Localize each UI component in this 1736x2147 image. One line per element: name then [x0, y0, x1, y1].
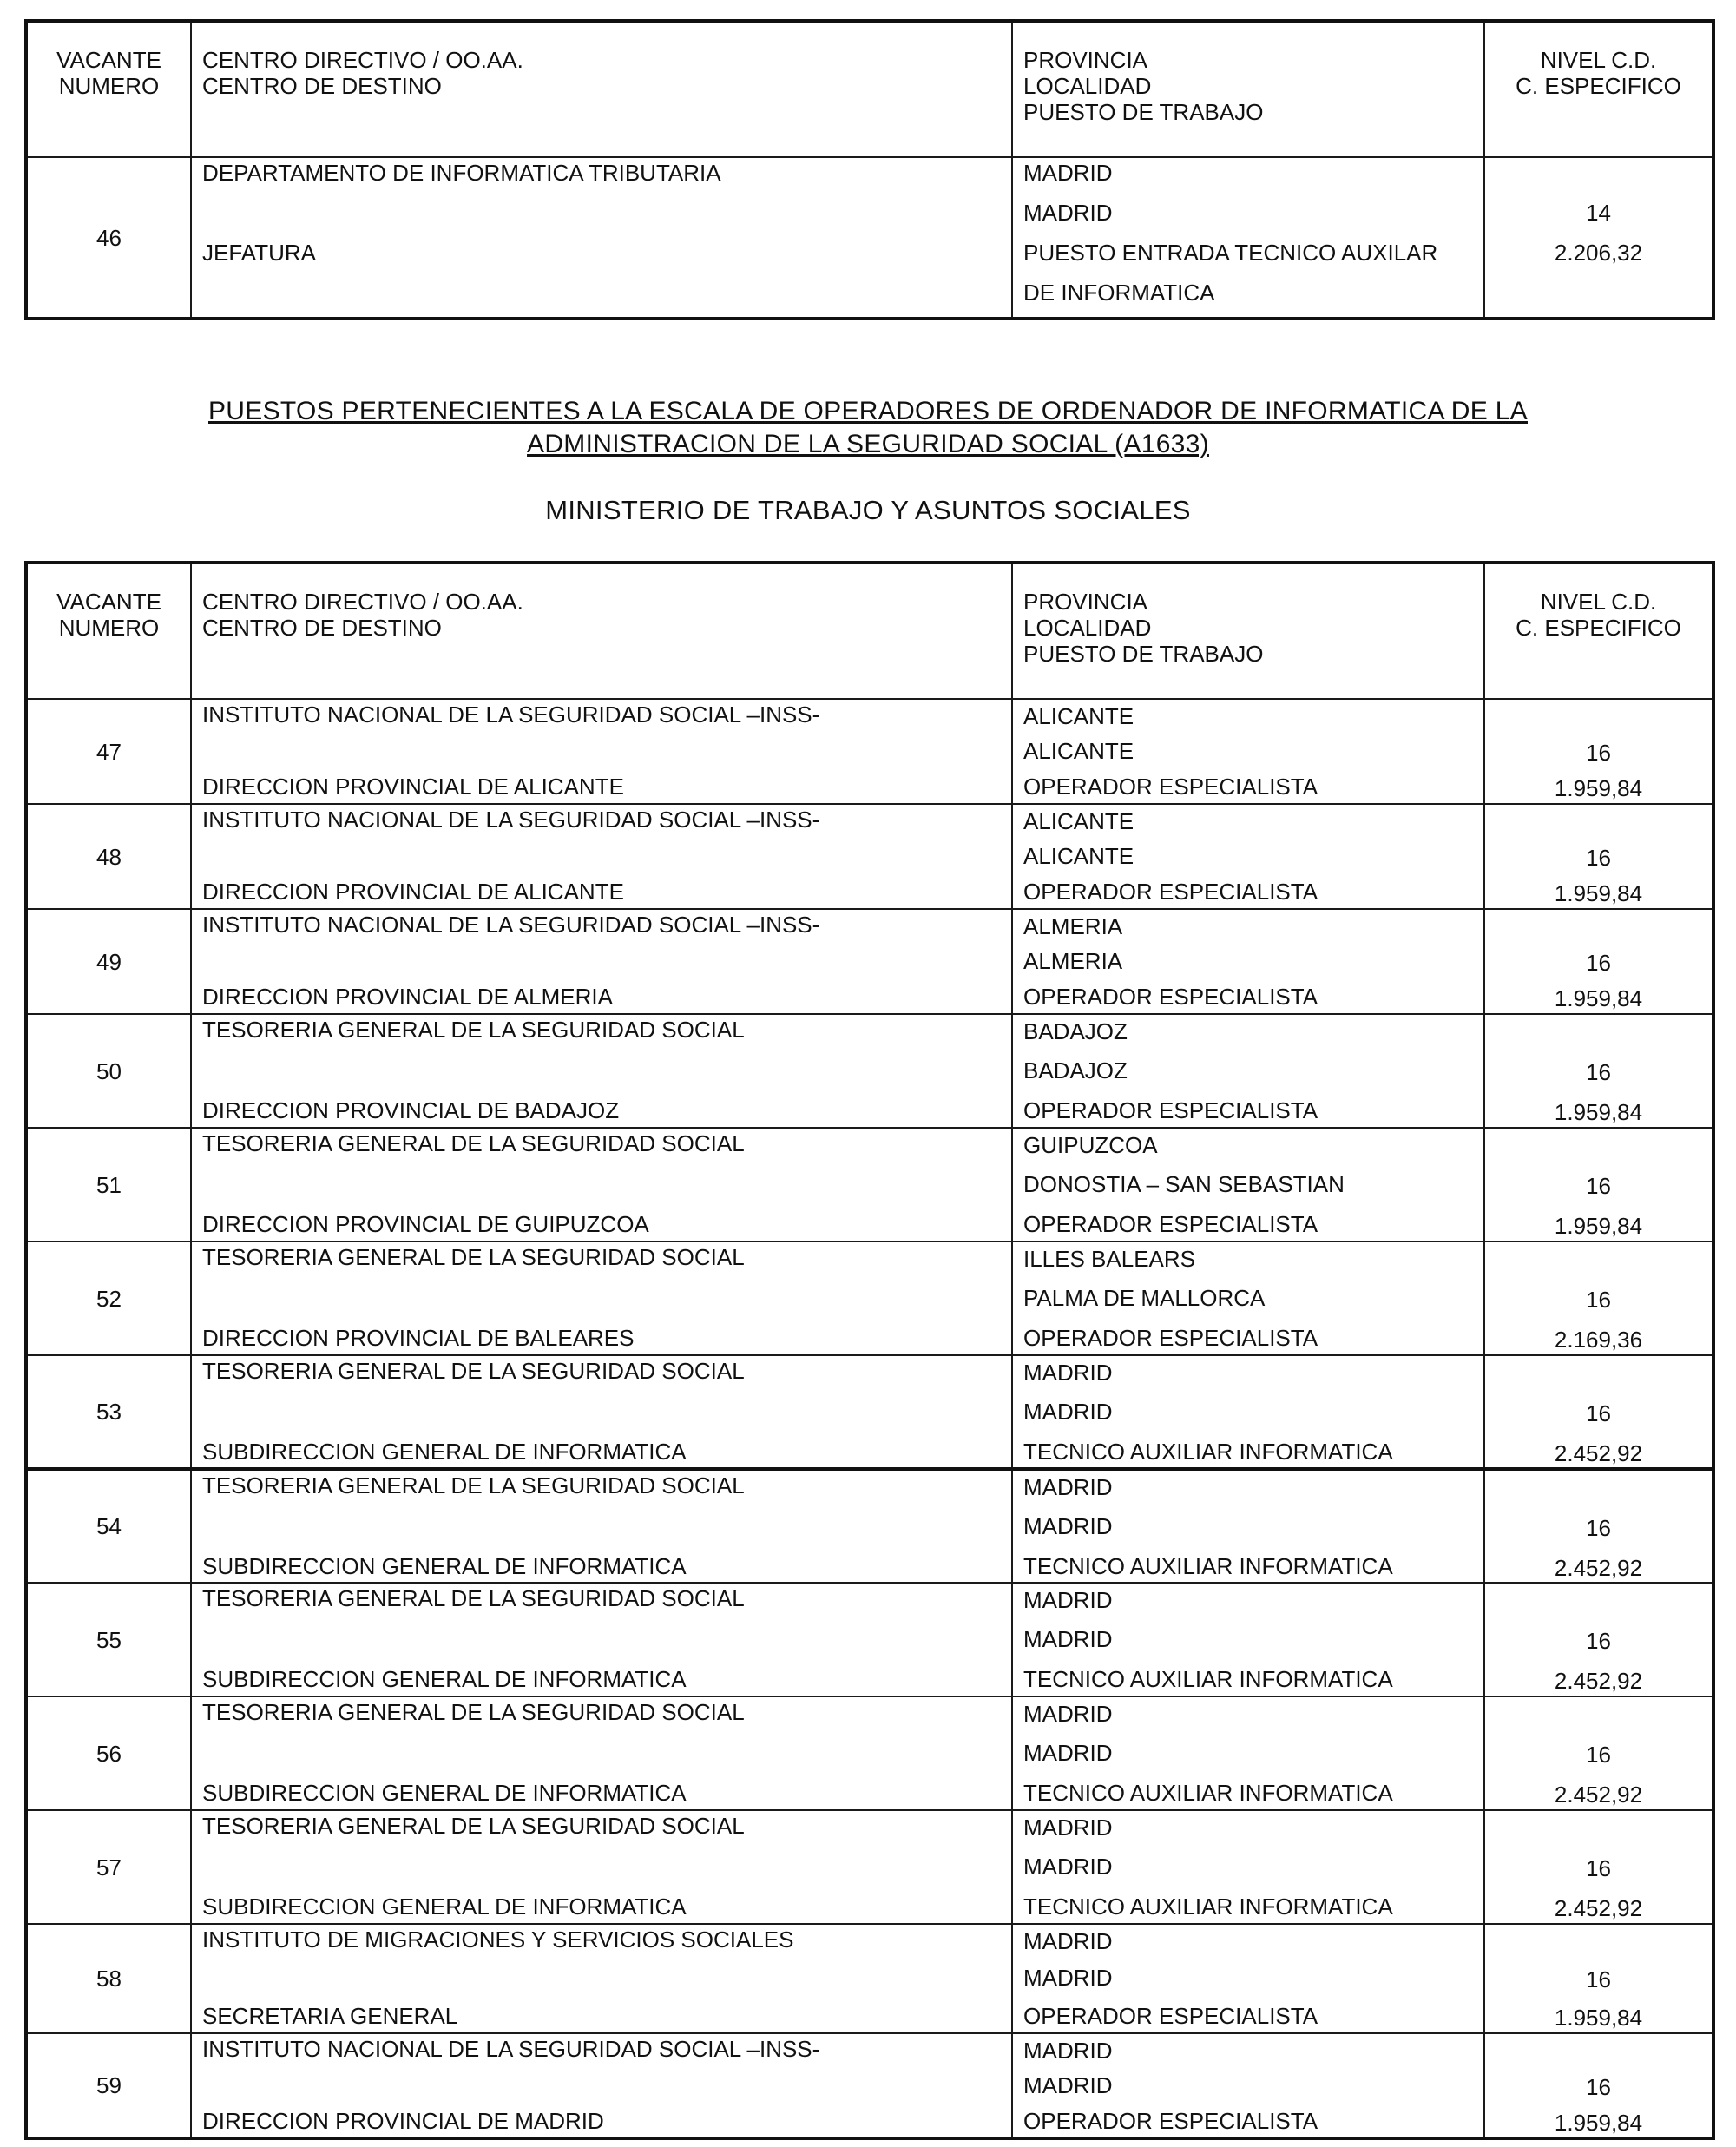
puesto-trabajo-cont: DE INFORMATICA	[1023, 280, 1215, 306]
centro-cell	[191, 157, 1012, 319]
vacante-numero: 59	[26, 2033, 191, 2138]
centro-cell	[191, 1355, 1012, 1469]
provincia: BADAJOZ	[1023, 1018, 1128, 1044]
centro-directivo: INSTITUTO NACIONAL DE LA SEGURIDAD SOCIAL –INSS-	[202, 701, 820, 728]
nivel-cd: 16	[1586, 1742, 1611, 1768]
localidad: DONOSTIA – SAN SEBASTIAN	[1023, 1171, 1345, 1197]
nivel-cd: 16	[1586, 1966, 1611, 1992]
centro-destino: SUBDIRECCION GENERAL DE INFORMATICA	[202, 1780, 687, 1806]
table-row	[26, 1924, 1713, 2033]
centro-cell	[191, 2033, 1012, 2138]
puesto-trabajo: PUESTO ENTRADA TECNICO AUXILAR	[1023, 240, 1438, 266]
centro-cell	[191, 1241, 1012, 1355]
centro-destino: SECRETARIA GENERAL	[202, 2003, 458, 2029]
provincia: MADRID	[1023, 1701, 1113, 1727]
localidad: MADRID	[1023, 1965, 1113, 1991]
centro-directivo: DEPARTAMENTO DE INFORMATICA TRIBUTARIA	[202, 160, 721, 186]
table-row	[26, 1583, 1713, 1696]
provincia-cell	[1012, 1696, 1484, 1810]
centro-cell	[191, 1469, 1012, 1583]
vacante-numero: 47	[26, 699, 191, 804]
vacante-numero: 55	[26, 1583, 191, 1696]
provincia: ALICANTE	[1023, 808, 1134, 834]
nivel-cd: 16	[1586, 740, 1611, 766]
provincia-cell	[1012, 1810, 1484, 1924]
puesto-trabajo: TECNICO AUXILIAR INFORMATICA	[1023, 1553, 1393, 1579]
vacante-numero: 48	[26, 804, 191, 909]
centro-directivo: TESORERIA GENERAL DE LA SEGURIDAD SOCIAL	[202, 1358, 745, 1384]
complemento-especifico: 1.959,84	[1554, 985, 1643, 1011]
header-vacante: VACANTE NUMERO	[26, 563, 191, 699]
header-centro: CENTRO DIRECTIVO / OO.AA. CENTRO DE DESTINO	[191, 21, 1012, 157]
puesto-trabajo: TECNICO AUXILIAR INFORMATICA	[1023, 1893, 1393, 1920]
localidad: MADRID	[1023, 200, 1113, 226]
complemento-especifico: 2.452,92	[1554, 1668, 1643, 1694]
localidad: ALMERIA	[1023, 948, 1123, 974]
table-row	[26, 909, 1713, 1014]
puesto-trabajo: TECNICO AUXILIAR INFORMATICA	[1023, 1666, 1393, 1692]
nivel-cell	[1484, 1924, 1713, 2033]
provincia-cell	[1012, 1128, 1484, 1241]
vacante-numero: 56	[26, 1696, 191, 1810]
table-row	[26, 157, 1713, 319]
centro-directivo: INSTITUTO NACIONAL DE LA SEGURIDAD SOCIAL –INSS-	[202, 912, 820, 938]
vacante-numero: 54	[26, 1469, 191, 1583]
centro-directivo: TESORERIA GENERAL DE LA SEGURIDAD SOCIAL	[202, 1130, 745, 1156]
provincia: MADRID	[1023, 2038, 1113, 2064]
complemento-especifico: 2.452,92	[1554, 1555, 1643, 1581]
table-row	[26, 1355, 1713, 1469]
provincia: ALMERIA	[1023, 913, 1123, 939]
centro-cell	[191, 1583, 1012, 1696]
provincia-cell	[1012, 2033, 1484, 2138]
complemento-especifico: 2.452,92	[1554, 1895, 1643, 1921]
nivel-cd: 16	[1586, 1855, 1611, 1881]
localidad: ALICANTE	[1023, 843, 1134, 869]
provincia-cell	[1012, 804, 1484, 909]
complemento-especifico: 1.959,84	[1554, 880, 1643, 906]
centro-directivo: TESORERIA GENERAL DE LA SEGURIDAD SOCIAL	[202, 1244, 745, 1270]
table-row	[26, 1696, 1713, 1810]
vacancy-table-1	[24, 19, 1715, 320]
centro-destino: DIRECCION PROVINCIAL DE ALICANTE	[202, 879, 624, 905]
provincia-cell	[1012, 1014, 1484, 1128]
provincia: MADRID	[1023, 1814, 1113, 1841]
provincia-cell	[1012, 1241, 1484, 1355]
complemento-especifico: 1.959,84	[1554, 1099, 1643, 1125]
nivel-cell	[1484, 804, 1713, 909]
provincia: MADRID	[1023, 160, 1113, 186]
table-row	[26, 1469, 1713, 1583]
vacante-numero: 46	[26, 157, 191, 319]
header-vacante: VACANTE NUMERO	[26, 21, 191, 157]
header-centro: CENTRO DIRECTIVO / OO.AA. CENTRO DE DESTINO	[191, 563, 1012, 699]
centro-directivo: TESORERIA GENERAL DE LA SEGURIDAD SOCIAL	[202, 1585, 745, 1611]
centro-directivo: TESORERIA GENERAL DE LA SEGURIDAD SOCIAL	[202, 1699, 745, 1725]
nivel-cell	[1484, 1241, 1713, 1355]
puesto-trabajo: OPERADOR ESPECIALISTA	[1023, 984, 1318, 1010]
puesto-trabajo: OPERADOR ESPECIALISTA	[1023, 1097, 1318, 1123]
localidad: MADRID	[1023, 1740, 1113, 1766]
provincia-cell	[1012, 1583, 1484, 1696]
puesto-trabajo: TECNICO AUXILIAR INFORMATICA	[1023, 1780, 1393, 1806]
centro-cell	[191, 699, 1012, 804]
centro-destino: JEFATURA	[202, 240, 316, 266]
centro-cell	[191, 1696, 1012, 1810]
nivel-cell	[1484, 1469, 1713, 1583]
puesto-trabajo: TECNICO AUXILIAR INFORMATICA	[1023, 1439, 1393, 1465]
nivel-cell	[1484, 1696, 1713, 1810]
table-row	[26, 1128, 1713, 1241]
puesto-trabajo: OPERADOR ESPECIALISTA	[1023, 1325, 1318, 1351]
puesto-trabajo: OPERADOR ESPECIALISTA	[1023, 879, 1318, 905]
centro-cell	[191, 909, 1012, 1014]
localidad: BADAJOZ	[1023, 1057, 1128, 1083]
provincia: MADRID	[1023, 1928, 1113, 1954]
provincia-cell	[1012, 157, 1484, 319]
centro-destino: SUBDIRECCION GENERAL DE INFORMATICA	[202, 1893, 687, 1920]
puesto-trabajo: OPERADOR ESPECIALISTA	[1023, 774, 1318, 800]
table-header-row	[26, 563, 1713, 699]
centro-destino: SUBDIRECCION GENERAL DE INFORMATICA	[202, 1553, 687, 1579]
nivel-cd: 16	[1586, 1628, 1611, 1654]
nivel-cell	[1484, 1355, 1713, 1469]
puesto-trabajo: OPERADOR ESPECIALISTA	[1023, 2003, 1318, 2029]
centro-cell	[191, 1014, 1012, 1128]
section-title-line-2: ADMINISTRACION DE LA SEGURIDAD SOCIAL (A1633)	[527, 430, 1209, 458]
localidad: MADRID	[1023, 1626, 1113, 1652]
complemento-especifico: 1.959,84	[1554, 775, 1643, 801]
centro-directivo: TESORERIA GENERAL DE LA SEGURIDAD SOCIAL	[202, 1813, 745, 1839]
complemento-especifico: 2.206,32	[1554, 240, 1643, 266]
centro-destino: DIRECCION PROVINCIAL DE GUIPUZCOA	[202, 1211, 649, 1237]
centro-directivo: INSTITUTO NACIONAL DE LA SEGURIDAD SOCIAL –INSS-	[202, 2036, 820, 2062]
nivel-cd: 16	[1586, 1515, 1611, 1541]
centro-destino: DIRECCION PROVINCIAL DE BADAJOZ	[202, 1097, 620, 1123]
centro-destino: DIRECCION PROVINCIAL DE ALICANTE	[202, 774, 624, 800]
vacante-numero: 50	[26, 1014, 191, 1128]
centro-destino: DIRECCION PROVINCIAL DE BALEARES	[202, 1325, 635, 1351]
puesto-trabajo: OPERADOR ESPECIALISTA	[1023, 2108, 1318, 2134]
centro-cell	[191, 1924, 1012, 2033]
nivel-cd: 16	[1586, 1287, 1611, 1313]
nivel-cd: 16	[1586, 845, 1611, 871]
nivel-cell	[1484, 2033, 1713, 2138]
centro-destino: SUBDIRECCION GENERAL DE INFORMATICA	[202, 1439, 687, 1465]
localidad: PALMA DE MALLORCA	[1023, 1285, 1266, 1311]
nivel-cd: 16	[1586, 950, 1611, 976]
vacancy-table-2	[24, 561, 1715, 2140]
complemento-especifico: 2.452,92	[1554, 1440, 1643, 1466]
table-row	[26, 699, 1713, 804]
nivel-cell	[1484, 157, 1713, 319]
vacante-numero: 49	[26, 909, 191, 1014]
nivel-cell	[1484, 699, 1713, 804]
vacante-numero: 51	[26, 1128, 191, 1241]
centro-destino: SUBDIRECCION GENERAL DE INFORMATICA	[202, 1666, 687, 1692]
nivel-cd: 16	[1586, 1059, 1611, 1085]
localidad: MADRID	[1023, 2072, 1113, 2098]
nivel-cell	[1484, 1128, 1713, 1241]
centro-cell	[191, 804, 1012, 909]
nivel-cell	[1484, 1014, 1713, 1128]
ministry-title: MINISTERIO DE TRABAJO Y ASUNTOS SOCIALES	[545, 495, 1191, 525]
provincia: GUIPUZCOA	[1023, 1132, 1158, 1158]
nivel-cd: 16	[1586, 1173, 1611, 1199]
centro-cell	[191, 1128, 1012, 1241]
complemento-especifico: 1.959,84	[1554, 2005, 1643, 2031]
provincia: MADRID	[1023, 1474, 1113, 1500]
provincia-cell	[1012, 1469, 1484, 1583]
complemento-especifico: 1.959,84	[1554, 1213, 1643, 1239]
table-row	[26, 2033, 1713, 2138]
provincia-cell	[1012, 909, 1484, 1014]
provincia: MADRID	[1023, 1587, 1113, 1613]
header-nivel: NIVEL C.D. C. ESPECIFICO	[1484, 563, 1713, 699]
localidad: ALICANTE	[1023, 738, 1134, 764]
nivel-cd: 14	[1586, 200, 1611, 226]
localidad: MADRID	[1023, 1399, 1113, 1425]
complemento-especifico: 2.452,92	[1554, 1781, 1643, 1808]
vacante-numero: 53	[26, 1355, 191, 1469]
centro-destino: DIRECCION PROVINCIAL DE ALMERIA	[202, 984, 613, 1010]
complemento-especifico: 2.169,36	[1554, 1327, 1643, 1353]
table-row	[26, 1241, 1713, 1355]
table-row	[26, 1014, 1713, 1128]
puesto-trabajo: OPERADOR ESPECIALISTA	[1023, 1211, 1318, 1237]
nivel-cell	[1484, 1583, 1713, 1696]
provincia: ALICANTE	[1023, 703, 1134, 729]
provincia-cell	[1012, 699, 1484, 804]
nivel-cd: 16	[1586, 1400, 1611, 1426]
localidad: MADRID	[1023, 1513, 1113, 1539]
nivel-cell	[1484, 909, 1713, 1014]
vacante-numero: 58	[26, 1924, 191, 2033]
centro-directivo: INSTITUTO NACIONAL DE LA SEGURIDAD SOCIAL –INSS-	[202, 807, 820, 833]
header-nivel: NIVEL C.D. C. ESPECIFICO	[1484, 21, 1713, 157]
header-provincia: PROVINCIA LOCALIDAD PUESTO DE TRABAJO	[1012, 563, 1484, 699]
centro-directivo: TESORERIA GENERAL DE LA SEGURIDAD SOCIAL	[202, 1017, 745, 1043]
provincia-cell	[1012, 1355, 1484, 1469]
header-provincia: PROVINCIA LOCALIDAD PUESTO DE TRABAJO	[1012, 21, 1484, 157]
provincia-cell	[1012, 1924, 1484, 2033]
table-row	[26, 804, 1713, 909]
section-title-line-1: PUESTOS PERTENECIENTES A LA ESCALA DE OPERADORES DE ORDENADOR DE INFORMATICA DE LA	[208, 397, 1528, 425]
vacante-numero: 52	[26, 1241, 191, 1355]
centro-cell	[191, 1810, 1012, 1924]
complemento-especifico: 1.959,84	[1554, 2110, 1643, 2136]
centro-directivo: TESORERIA GENERAL DE LA SEGURIDAD SOCIAL	[202, 1472, 745, 1498]
provincia: ILLES BALEARS	[1023, 1246, 1195, 1272]
nivel-cd: 16	[1586, 2074, 1611, 2100]
table-header-row	[26, 21, 1713, 157]
centro-directivo: INSTITUTO DE MIGRACIONES Y SERVICIOS SOCIALES	[202, 1926, 794, 1953]
centro-destino: DIRECCION PROVINCIAL DE MADRID	[202, 2108, 604, 2134]
table-row	[26, 1810, 1713, 1924]
localidad: MADRID	[1023, 1854, 1113, 1880]
provincia: MADRID	[1023, 1360, 1113, 1386]
vacante-numero: 57	[26, 1810, 191, 1924]
nivel-cell	[1484, 1810, 1713, 1924]
